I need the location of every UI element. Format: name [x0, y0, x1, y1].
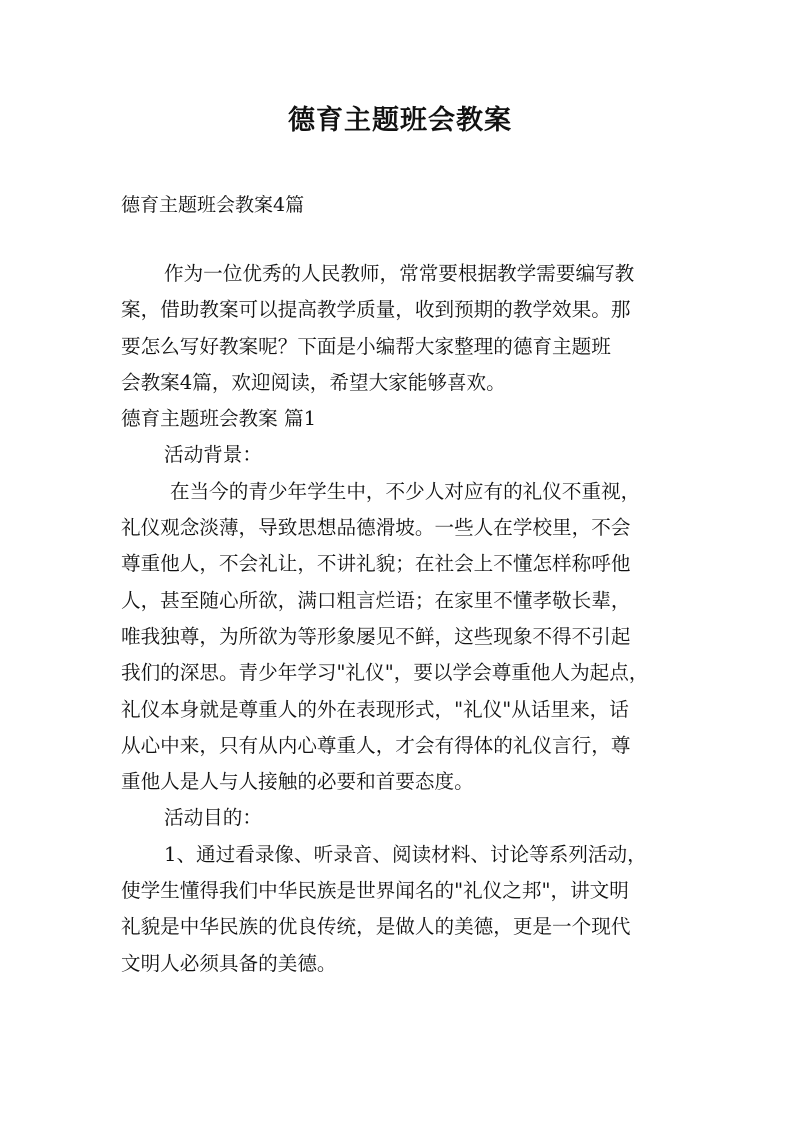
purpose-line: 1、通过看录像、听录音、阅读材料、讨论等系列活动， — [164, 842, 647, 866]
purpose-line: 使学生懂得我们中华民族是世界闻名的"礼仪之邦"，讲文明 — [121, 879, 629, 903]
document-body — [121, 256, 696, 982]
intro-line: 要怎么写好教案呢？下面是小编帮大家整理的德育主题班 — [121, 334, 611, 358]
background-line: 在当今的青少年学生中，不少人对应有的礼仪不重视， — [170, 479, 641, 503]
intro-line: 会教案4篇，欢迎阅读，希望大家能够喜欢。 — [121, 370, 506, 394]
purpose-line: 文明人必须具备的美德。 — [121, 951, 337, 975]
purpose-line: 礼貌是中华民族的优良传统，是做人的美德，更是一个现代 — [121, 915, 631, 939]
background-line: 礼仪本身就是尊重人的外在表现形式，"礼仪"从话里来，话 — [121, 697, 629, 721]
background-line: 我们的深思。青少年学习"礼仪"，要以学会尊重他人为起点， — [121, 661, 649, 685]
background-line: 尊重他人，不会礼让，不讲礼貌；在社会上不懂怎样称呼他 — [121, 552, 631, 576]
intro-line: 作为一位优秀的人民教师，常常要根据教学需要编写教 — [164, 262, 635, 285]
background-line: 重他人是人与人接触的必要和首要态度。 — [121, 770, 474, 794]
background-line: 从心中来，只有从内心尊重人，才会有得体的礼仪言行，尊 — [121, 733, 631, 757]
purpose-heading: 活动目的： — [164, 806, 262, 830]
document-title: 德育主题班会教案 — [288, 105, 512, 136]
document-subtitle: 德育主题班会教案4篇 — [121, 194, 305, 216]
background-line: 礼仪观念淡薄，导致思想品德滑坡。一些人在学校里，不会 — [121, 516, 631, 540]
background-line: 人，甚至随心所欲，满口粗言烂语；在家里不懂孝敬长辈， — [121, 588, 631, 612]
background-heading: 活动背景： — [164, 443, 262, 467]
background-line: 唯我独尊，为所欲为等形象屡见不鲜，这些现象不得不引起 — [121, 624, 631, 648]
intro-line: 案，借助教案可以提高教学质量，收到预期的教学效果。那 — [121, 298, 631, 322]
section-title: 德育主题班会教案 篇1 — [121, 407, 317, 431]
